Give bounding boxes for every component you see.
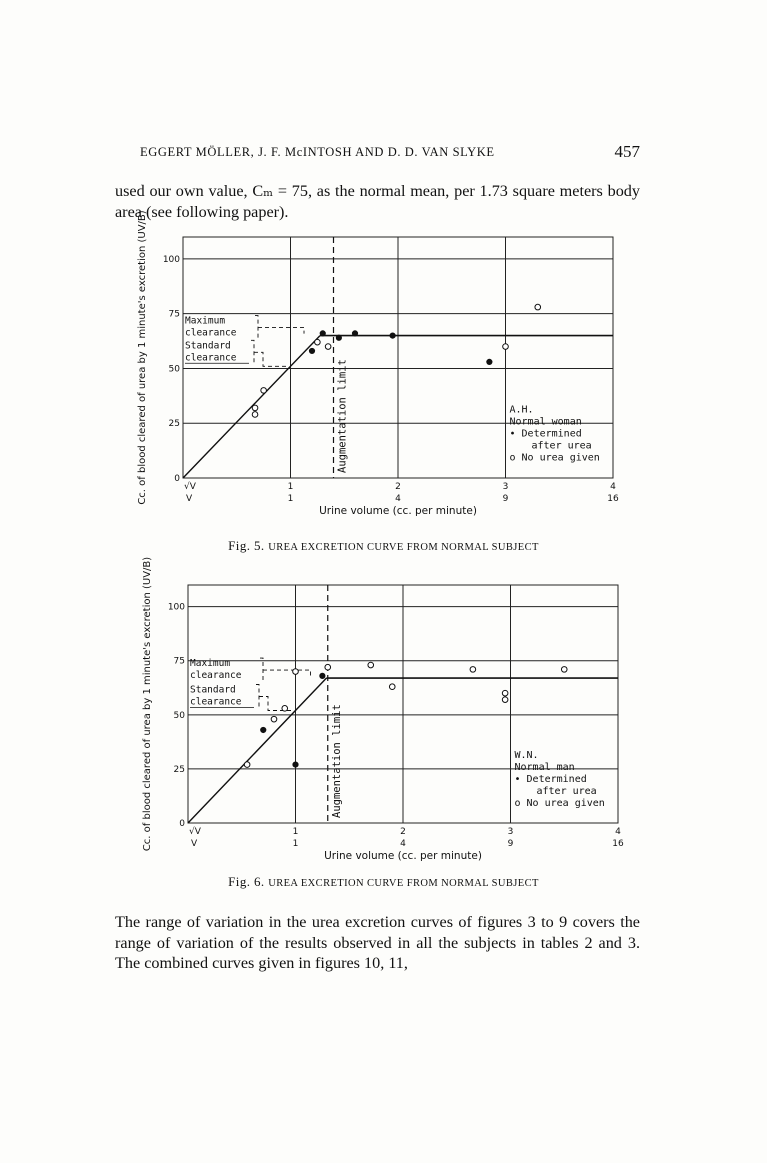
legend-desc: Normal man (514, 762, 575, 774)
standard-clearance-label-l1: Standard (185, 340, 231, 352)
caption-label: Fig. 6. (228, 874, 265, 889)
data-point-no-urea (271, 716, 277, 722)
standard-clearance-label-l2: clearance (185, 352, 237, 364)
x-tick-label-root: 4 (610, 482, 616, 492)
data-point-determined (261, 727, 266, 732)
data-point-no-urea (252, 405, 258, 411)
standard-clearance-label-l2: clearance (190, 696, 242, 708)
legend-determined-2: after urea (536, 786, 597, 798)
paragraph-top: used our own value, Cₘ = 75, as the normal mean, per 1.73 square meters body area (see following paper). (115, 182, 640, 221)
data-point-no-urea (261, 388, 267, 394)
x-tick-label-root: 2 (400, 827, 406, 837)
data-point-no-urea (503, 344, 509, 350)
figure-5-chart (118, 210, 643, 525)
data-point-no-urea (244, 762, 250, 768)
data-point-no-urea (325, 664, 331, 670)
y-tick-label: 50 (173, 710, 185, 721)
y-tick-label: 50 (168, 364, 180, 375)
legend-desc: Normal woman (509, 416, 582, 428)
legend-determined-2: after urea (531, 440, 592, 452)
x-axis-sqrt-label: √V (184, 482, 196, 492)
y-tick-label: 75 (173, 656, 185, 667)
data-point-no-urea (502, 690, 508, 696)
standard-clearance-pointer (251, 340, 287, 366)
y-axis-label: Cc. of blood cleared of urea by 1 minute's excretion (UV/B) (142, 556, 153, 852)
legend-subject: A.H. (509, 404, 534, 416)
y-tick-label: 25 (168, 419, 180, 430)
x-tick-label-root: 1 (292, 827, 299, 837)
x-tick-label-root: 1 (287, 482, 294, 492)
x-tick-label-volume: 1 (292, 839, 299, 849)
data-point-determined (336, 335, 341, 340)
data-point-determined (352, 331, 357, 336)
data-point-determined (390, 333, 395, 338)
data-point-no-urea (561, 667, 567, 673)
data-point-no-urea (535, 304, 541, 310)
maximum-clearance-label-l1: Maximum (185, 315, 226, 327)
maximum-clearance-pointer (260, 658, 311, 680)
augmentation-limit-label: Augmentation limit (330, 704, 343, 818)
caption-text: UREA EXCRETION CURVE FROM NORMAL SUBJECT (268, 878, 539, 889)
page-number: 457 (614, 142, 640, 161)
data-point-determined (293, 762, 298, 767)
data-point-determined (487, 359, 492, 364)
x-axis-v-label: V (186, 494, 193, 504)
legend-no-urea: o No urea given (514, 798, 605, 810)
legend-determined: • Determined (514, 774, 587, 786)
x-tick-label-volume: 16 (607, 494, 619, 504)
legend-no-urea: o No urea given (509, 452, 600, 464)
data-point-no-urea (315, 339, 321, 345)
x-tick-label-root: 3 (507, 827, 514, 837)
augmentation-limit-label: Augmentation limit (336, 359, 349, 473)
running-head (140, 142, 640, 161)
y-tick-label: 100 (167, 602, 185, 613)
x-axis-label: Urine volume (cc. per minute) (319, 505, 477, 517)
y-tick-label: 25 (173, 764, 185, 775)
y-tick-label: 75 (168, 309, 180, 320)
data-point-no-urea (389, 684, 395, 690)
data-point-no-urea (282, 706, 288, 712)
maximum-clearance-label-l2: clearance (185, 327, 237, 339)
x-axis-v-label: V (191, 839, 198, 849)
figure-6-chart (118, 556, 643, 870)
caption-text: UREA EXCRETION CURVE FROM NORMAL SUBJECT (268, 542, 539, 553)
data-point-determined (309, 348, 314, 353)
y-tick-label: 0 (174, 474, 180, 484)
legend-determined: • Determined (509, 428, 582, 440)
maximum-clearance-pointer (255, 316, 304, 338)
maximum-clearance-label-l1: Maximum (190, 658, 231, 670)
data-point-no-urea (252, 412, 258, 418)
x-tick-label-root: 2 (395, 482, 401, 492)
x-tick-label-volume: 1 (287, 494, 294, 504)
y-tick-label: 0 (179, 819, 185, 829)
legend-subject: W.N. (514, 750, 539, 762)
x-tick-label-volume: 4 (400, 839, 406, 849)
y-axis-label: Cc. of blood cleared of urea by 1 minute's excretion (UV/B) (137, 210, 148, 505)
paragraph-bottom: The range of variation in the urea excretion curves of figures 3 to 9 covers the range of variation of the results observed in all the subjects in tables 2 and 3. The combined curves given in figures 10, 11, (115, 913, 640, 972)
x-tick-label-volume: 9 (507, 839, 514, 849)
figure-5-caption (0, 538, 767, 554)
data-point-no-urea (325, 344, 331, 350)
running-head-authors: EGGERT MÖLLER, J. F. McINTOSH AND D. D. VAN SLYKE (140, 145, 495, 159)
data-point-determined (320, 673, 325, 678)
data-point-no-urea (470, 667, 476, 673)
x-tick-label-root: 4 (615, 827, 621, 837)
x-axis-label: Urine volume (cc. per minute) (324, 850, 482, 862)
x-tick-label-volume: 9 (502, 494, 509, 504)
maximum-clearance-label-l2: clearance (190, 670, 242, 682)
x-tick-label-volume: 16 (612, 839, 624, 849)
standard-clearance-label-l1: Standard (190, 684, 236, 696)
x-tick-label-root: 3 (502, 482, 509, 492)
data-point-no-urea (368, 662, 374, 668)
y-tick-label: 100 (162, 254, 180, 265)
caption-label: Fig. 5. (228, 538, 265, 553)
x-tick-label-volume: 4 (395, 494, 401, 504)
data-point-no-urea (293, 669, 299, 675)
data-point-no-urea (502, 697, 508, 703)
x-axis-sqrt-label: √V (189, 827, 201, 837)
figure-6-caption (0, 874, 767, 890)
data-point-determined (320, 331, 325, 336)
